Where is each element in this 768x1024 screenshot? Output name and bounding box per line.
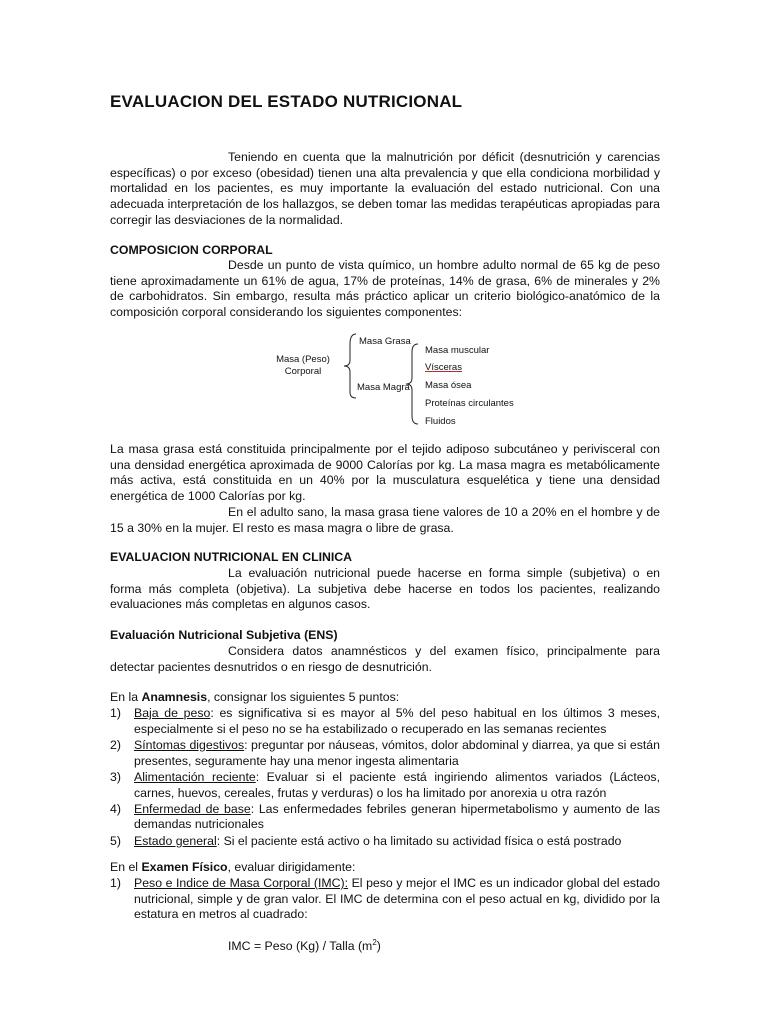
diagram-masa-muscular: Masa muscular [425,345,490,356]
examen-bold: Examen Físico [141,860,228,874]
anamnesis-list [110,706,660,850]
diagram-masa-osea: Masa ósea [425,380,472,391]
list-number: 1) [110,876,121,890]
diagram-root-line1: Masa (Peso) [276,354,330,365]
composicion-heading: COMPOSICION CORPORAL [110,243,273,257]
examen-pre: En el [110,860,142,874]
examen-intro [110,860,660,876]
clinica-paragraph [110,566,660,613]
anamnesis-bold: Anamnesis [141,690,208,704]
anamnesis-post: , consignar los siguientes 5 puntos: [207,690,400,704]
document-title: EVALUACION DEL ESTADO NUTRICIONAL [110,92,463,111]
list-text: : es significativa si es mayor al 5% del peso habitual en los últimos 3 meses, especialmente si el peso no se ha estabilizado o recuperado en las semanas recientes [134,706,660,736]
imc-formula [228,938,381,953]
anamnesis-pre: En la [110,690,142,704]
examen-post: , evaluar dirigidamente: [227,860,356,874]
clinica-text: La evaluación nutricional puede hacerse en forma simple (subjetiva) o en forma más completa (objetiva). La subjetiva debe hacerse en todos los pacientes, realizando evaluaciones más completas en algunos casos. [110,566,660,612]
composicion-text: Desde un punto de vista químico, un hombre adulto normal de 65 kg de peso tiene aproximadamente un 61% de agua, 17% de proteínas, 14% de grasa, 6% de minerales y 2% de carbohidratos. Sin embargo, resulta más práctico aplicar un criterio biológico-anatómico de la composición corporal considerando los siguientes componentes: [110,258,660,320]
list-item [110,738,660,769]
subjetiva-text: Considera datos anamnésticos y del examen físico, principalmente para detectar pacientes desnutridos o en riesgo de desnutrición. [110,644,660,674]
list-number: 5) [110,833,121,848]
diagram-main-bracket [344,334,356,398]
masa-grasa-paragraph: La masa grasa está constituida principalmente por el tejido adiposo subcutáneo y perivisceral con una densidad energética aproximada de 9000 Calorías por kg. La masa magra es metabólicamente más activa, está constituida en un 40% por la musculatura esquelética y tiene una densidad energética de 1000 Calorías por kg. [110,442,660,504]
list-item [110,706,660,737]
intro-text: Teniendo en cuenta que la malnutrición por déficit (desnutrición y carencias específicas) o por exceso (obesidad) tienen una alta prevalencia y que ella condiciona morbilidad y mortalidad en los pacientes, es muy importante la evaluación del estado nutricional. Con una adecuada interpretación de los hallazgos, se deben tomar las medidas terapéuticas apropiadas para corregir las desviaciones de la normalidad. [110,150,660,227]
diagram-proteinas-circulantes: Proteínas circulantes [425,398,514,409]
diagram-visceras: Vísceras [425,362,462,373]
list-text: : Si el paciente está activo o ha limitado su actividad física o está postrado [216,833,622,848]
list-number: 2) [110,737,121,752]
list-term: Baja de peso [134,706,211,720]
list-text: El peso y mejor el IMC es un indicador global del estado nutricional, simple y de gran valor. El IMC de determina con el peso actual en kg, dividido por la estatura en metros al cuadrado: [134,876,660,922]
clinica-heading: EVALUACION NUTRICIONAL EN CLINICA [110,550,353,564]
list-number: 4) [110,801,121,816]
examen-list [110,876,660,924]
list-number: 1) [110,706,121,720]
list-term: Peso e Indice de Masa Corporal (IMC): [134,876,349,890]
list-term: Alimentación reciente [134,769,256,784]
list-item [110,876,660,923]
adulto-sano-paragraph [110,505,660,536]
list-text: : preguntar por náuseas, vómitos, dolor abdominal y diarrea, ya que si están presentes, seguramente hay una menor ingesta alimentaria [134,737,660,768]
list-term: Síntomas digestivos [134,737,245,752]
composicion-paragraph [110,258,660,321]
list-item [110,770,660,801]
list-text: : Las enfermedades febriles generan hipermetabolismo y aumento de las demandas nutricionales [134,801,660,832]
list-text: : Evaluar si el paciente está ingiriendo alimentos variados (Lácteos, carnes, huevos, cereales, frutas y verduras) o los ha limitado por anorexia u otra razón [134,769,660,800]
diagram-root-line2: Corporal [284,366,322,377]
diagram-fluidos: Fluidos [425,416,456,427]
list-item [110,834,660,850]
list-term: Enfermedad de base [134,801,251,816]
diagram-masa-magra: Masa Magra [357,382,410,393]
adulto-sano-text: En el adulto sano, la masa grasa tiene valores de 10 a 20% en el hombre y de 15 a 30% en la mujer. El resto es masa magra o libre de grasa. [110,505,660,535]
formula-close: ) [376,939,381,954]
list-number: 3) [110,769,121,784]
formula-superscript: 2 [372,938,377,947]
intro-paragraph [110,150,660,229]
anamnesis-intro [110,690,660,706]
formula-text: IMC = Peso (Kg) / Talla (m [228,939,373,954]
list-term: Estado general [134,833,217,848]
diagram-root-label [272,354,334,378]
list-item [110,802,660,833]
subjetiva-heading: Evaluación Nutricional Subjetiva (ENS) [110,628,338,642]
subjetiva-paragraph [110,644,660,675]
diagram-masa-grasa: Masa Grasa [359,336,411,347]
